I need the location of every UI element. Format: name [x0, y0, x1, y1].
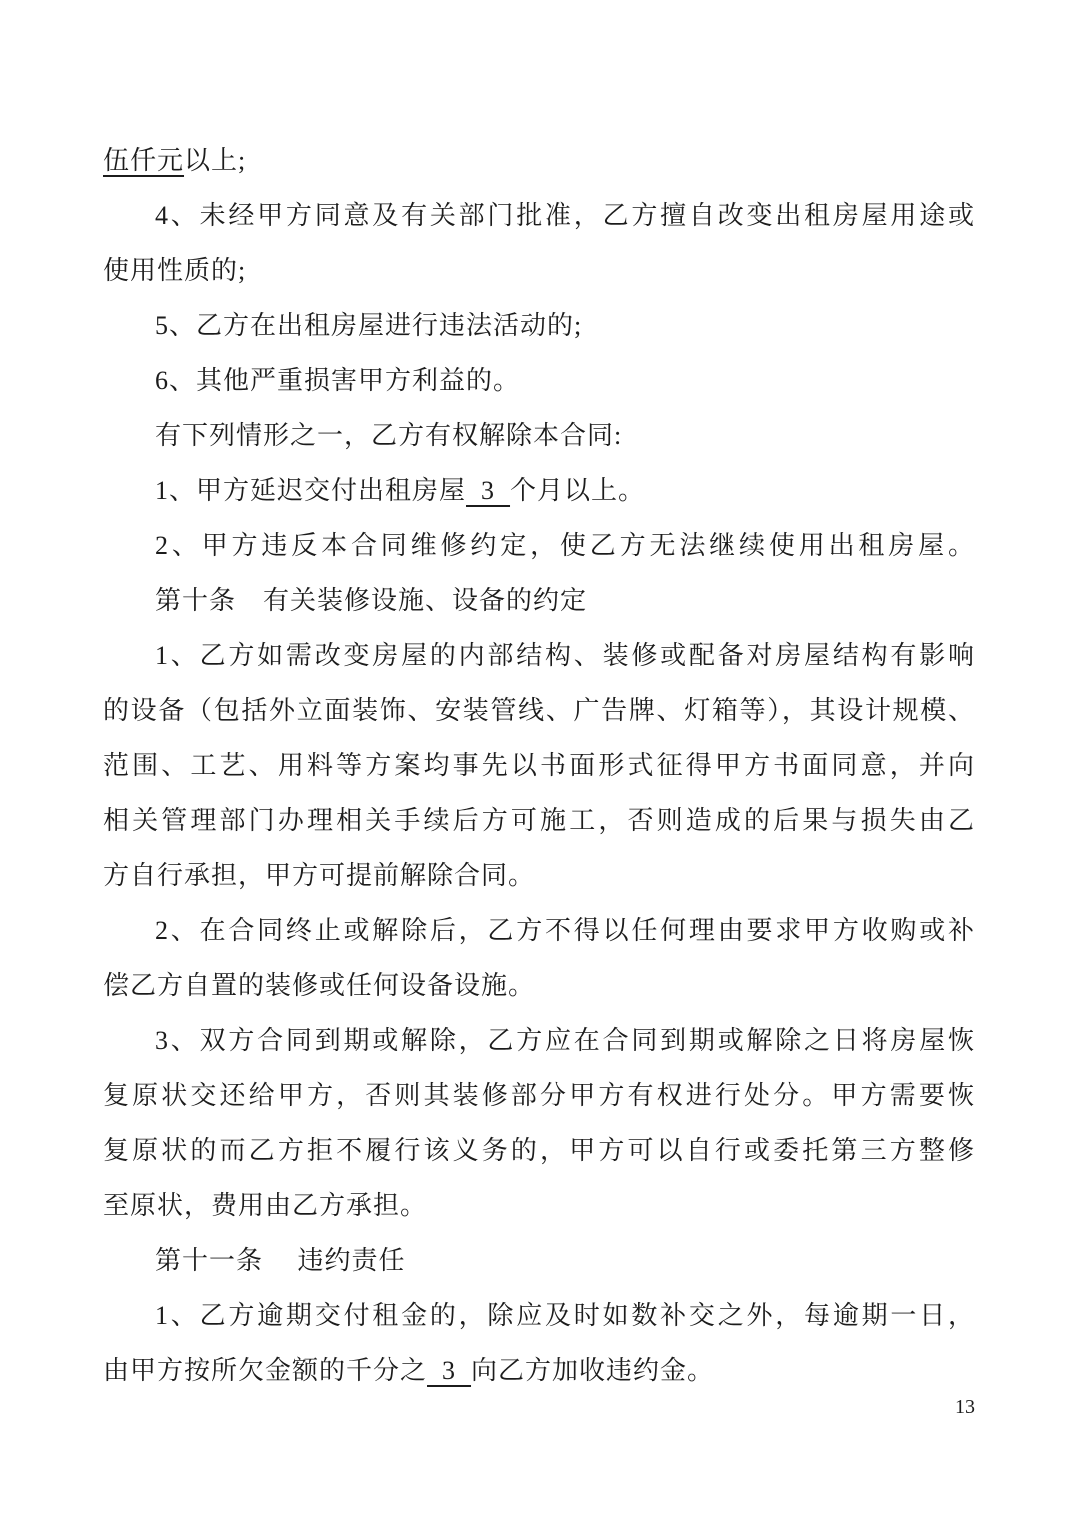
- text-line: [103, 1068, 975, 1123]
- text-line: [103, 793, 975, 848]
- underlined-blank-value: 伍仟元: [103, 146, 185, 175]
- text-line: [103, 243, 975, 298]
- text-line: [103, 1178, 975, 1233]
- text-segment: 第十一条 违约责任: [155, 1246, 406, 1275]
- text-segment: 2、甲方违反本合同维修约定，使乙方无法继续使用出租房屋。: [155, 531, 975, 560]
- text-segment: 向乙方加收违约金。: [471, 1356, 715, 1385]
- text-segment: 2、在合同终止或解除后，乙方不得以任何理由要求甲方收购或补: [155, 916, 975, 945]
- text-segment: 4、未经甲方同意及有关部门批准，乙方擅自改变出租房屋用途或: [155, 201, 975, 230]
- text-segment: 有下列情形之一，乙方有权解除本合同:: [155, 421, 623, 450]
- text-line: [103, 958, 975, 1013]
- text-segment: 5、乙方在出租房屋进行违法活动的;: [155, 311, 583, 340]
- document-body: [103, 133, 975, 1398]
- text-line: [103, 628, 975, 683]
- text-line: [103, 683, 975, 738]
- text-segment: 偿乙方自置的装修或任何设备设施。: [103, 971, 536, 1000]
- text-line: [103, 353, 975, 408]
- text-line: [103, 408, 975, 463]
- text-segment: 方自行承担，甲方可提前解除合同。: [103, 861, 536, 890]
- text-line: [103, 738, 975, 793]
- text-segment: 个月以上。: [510, 476, 646, 505]
- text-line: [103, 1013, 975, 1068]
- text-line: [103, 518, 975, 573]
- page-number: 13: [955, 1396, 975, 1418]
- text-line: [103, 1123, 975, 1178]
- text-line: [103, 1233, 975, 1288]
- text-line: [103, 298, 975, 353]
- text-segment: 由甲方按所欠金额的千分之: [103, 1356, 428, 1385]
- text-segment: 1、乙方逾期交付租金的，除应及时如数补交之外，每逾期一日，: [155, 1301, 975, 1330]
- text-segment: 第十条 有关装修设施、设备的约定: [155, 586, 588, 615]
- text-segment: 3、双方合同到期或解除，乙方应在合同到期或解除之日将房屋恢: [155, 1026, 975, 1055]
- text-segment: 以上;: [184, 146, 247, 175]
- text-line: [103, 463, 975, 518]
- text-line: [103, 133, 975, 188]
- text-segment: 至原状，费用由乙方承担。: [103, 1191, 428, 1220]
- text-line: [103, 1288, 975, 1343]
- text-line: [103, 848, 975, 903]
- text-line: [103, 188, 975, 243]
- text-segment: 复原状的而乙方拒不履行该义务的，甲方可以自行或委托第三方整修: [103, 1136, 975, 1165]
- text-segment: 6、其他严重损害甲方利益的。: [155, 366, 521, 395]
- text-line: [103, 1343, 975, 1398]
- text-segment: 范围、工艺、用料等方案均事先以书面形式征得甲方书面同意，并向: [103, 751, 975, 780]
- text-segment: 使用性质的;: [103, 256, 247, 285]
- text-segment: 的设备（包括外立面装饰、安装管线、广告牌、灯箱等），其设计规模、: [103, 696, 975, 725]
- text-line: [103, 903, 975, 958]
- text-segment: 复原状交还给甲方，否则其装修部分甲方有权进行处分。甲方需要恢: [103, 1081, 975, 1110]
- text-line: [103, 573, 975, 628]
- underlined-blank-value: 3: [466, 476, 511, 505]
- text-segment: 相关管理部门办理相关手续后方可施工，否则造成的后果与损失由乙: [103, 806, 975, 835]
- text-segment: 1、甲方延迟交付出租房屋: [155, 476, 467, 505]
- underlined-blank-value: 3: [427, 1356, 472, 1385]
- text-segment: 1、乙方如需改变房屋的内部结构、装修或配备对房屋结构有影响: [155, 641, 975, 670]
